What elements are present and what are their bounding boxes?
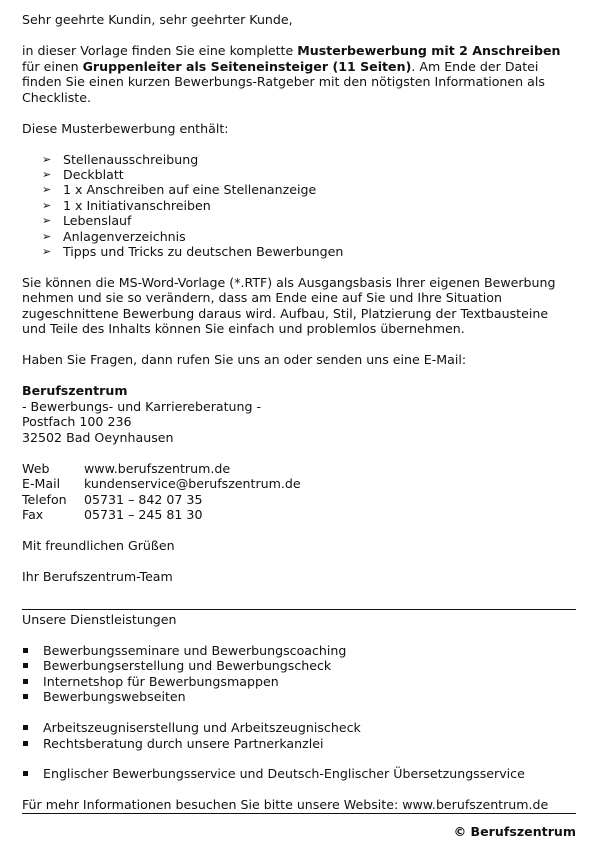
contact-row bbox=[22, 461, 301, 476]
list-item: ➢ Anlagenverzeichnis bbox=[42, 228, 186, 244]
intro-text-a: in dieser Vorlage finden Sie eine komplette bbox=[22, 43, 298, 58]
company-postbox: Postfach 100 236 bbox=[22, 414, 132, 430]
list-item: Englischer Bewerbungsservice und Deutsch-Englischer Übersetzungsservice bbox=[22, 766, 576, 781]
list-item: ➢ 1 x Anschreiben auf eine Stellenanzeige bbox=[42, 182, 317, 198]
list-item: Arbeitszeugniserstellung und Arbeitszeugnischeck bbox=[22, 720, 576, 735]
list-item: ➢ Deckblatt bbox=[42, 166, 124, 182]
square-bullet-icon bbox=[23, 771, 28, 776]
contents-heading: Diese Musterbewerbung enthält: bbox=[22, 120, 229, 136]
contact-row bbox=[22, 492, 301, 507]
list-item: Bewerbungserstellung und Bewerbungscheck bbox=[22, 658, 576, 673]
company-city: 32502 Bad Oeynhausen bbox=[22, 429, 174, 445]
arrow-bullet-icon: ➢ bbox=[42, 167, 52, 181]
list-item: ➢ Stellenausschreibung bbox=[42, 151, 199, 167]
services-list-2 bbox=[22, 720, 576, 751]
document-page bbox=[22, 12, 576, 839]
intro-text-c: . Am Ende der Datei finden Sie einen kurzen Bewerbungs-Ratgeber mit den nötigsten Informationen als Checkliste. bbox=[22, 58, 545, 105]
greeting: Sehr geehrte Kundin, sehr geehrter Kunde, bbox=[22, 12, 293, 27]
arrow-bullet-icon: ➢ bbox=[42, 198, 52, 212]
contact-label: Telefon bbox=[22, 491, 67, 507]
contact-label: Fax bbox=[22, 507, 44, 523]
phone-value: 05731 – 842 07 35 bbox=[84, 491, 203, 507]
company-name: Berufszentrum bbox=[22, 383, 128, 399]
contact-label: Web bbox=[22, 460, 50, 476]
arrow-bullet-icon: ➢ bbox=[42, 183, 52, 197]
arrow-bullet-icon: ➢ bbox=[42, 229, 52, 243]
signature: Ihr Berufszentrum-Team bbox=[22, 568, 173, 584]
square-bullet-icon bbox=[23, 694, 28, 699]
contact-row bbox=[22, 507, 301, 522]
arrow-bullet-icon: ➢ bbox=[42, 244, 52, 258]
contact-row bbox=[22, 476, 301, 491]
website-link[interactable]: www.berufszentrum.de bbox=[84, 460, 231, 476]
square-bullet-icon bbox=[23, 679, 28, 684]
square-bullet-icon bbox=[23, 648, 28, 653]
contact-table bbox=[22, 461, 301, 523]
list-item: ➢ 1 x Initiativanschreiben bbox=[42, 197, 211, 213]
usage-paragraph: Sie können die MS-Word-Vorlage (*.RTF) als Ausgangsbasis Ihrer eigenen Bewerbung nehmen und sie so verändern, dass am Ende eine auf Sie und Ihre Situation zugeschnittene Bewerbung daraus wird. Aufbau, Stil, Platzierung der Textbausteine und Teile des Inhalts können Sie einfach und problemlos übernehmen. bbox=[22, 274, 556, 337]
services-list-1 bbox=[22, 643, 576, 705]
fax-value: 05731 – 245 81 30 bbox=[84, 507, 203, 523]
list-item: Internetshop für Bewerbungsmappen bbox=[22, 674, 576, 689]
copyright: © Berufszentrum bbox=[453, 823, 576, 839]
arrow-bullet-icon: ➢ bbox=[42, 152, 52, 166]
square-bullet-icon bbox=[23, 663, 28, 668]
contents-list bbox=[22, 152, 576, 260]
intro-text-b: für einen bbox=[22, 58, 83, 74]
square-bullet-icon bbox=[23, 725, 28, 730]
footer-info: Für mehr Informationen besuchen Sie bitte unsere Website: www.berufszentrum.de bbox=[22, 797, 549, 813]
questions-paragraph: Haben Sie Fragen, dann rufen Sie uns an oder senden uns eine E-Mail: bbox=[22, 352, 467, 368]
closing: Mit freundlichen Grüßen bbox=[22, 537, 175, 553]
intro-bold-1: Musterbewerbung mit 2 Anschreiben bbox=[297, 43, 561, 58]
list-item: Bewerbungsseminare und Bewerbungscoaching bbox=[22, 643, 576, 658]
list-item: ➢ Lebenslauf bbox=[42, 213, 132, 229]
list-item: Rechtsberatung durch unsere Partnerkanzlei bbox=[22, 736, 576, 751]
square-bullet-icon bbox=[23, 741, 28, 746]
list-item: Bewerbungswebseiten bbox=[22, 689, 576, 704]
intro-paragraph bbox=[22, 43, 576, 105]
intro-bold-2: Gruppenleiter als Seiteneinsteiger (11 Seiten) bbox=[82, 58, 412, 74]
email-link[interactable]: kundenservice@berufszentrum.de bbox=[84, 476, 301, 492]
list-item: ➢ Tipps und Tricks zu deutschen Bewerbungen bbox=[42, 243, 344, 259]
company-tagline: - Bewerbungs- und Karriereberatung - bbox=[22, 398, 262, 414]
arrow-bullet-icon: ➢ bbox=[42, 214, 52, 228]
services-list-3 bbox=[22, 766, 576, 781]
services-heading: Unsere Dienstleistungen bbox=[22, 611, 177, 627]
contact-label: E-Mail bbox=[22, 476, 61, 492]
